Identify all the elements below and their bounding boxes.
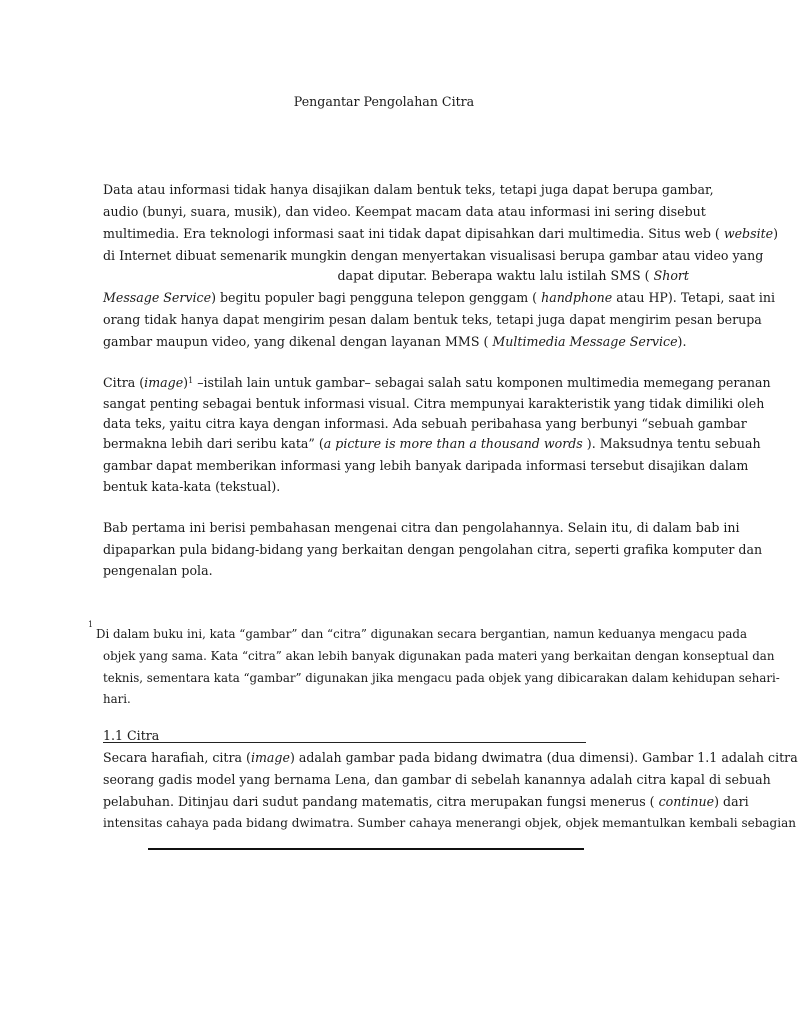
footnote-line: hari. — [103, 692, 131, 706]
paragraph-line: dapat diputar. Beberapa waktu lalu istilah SMS ( Short — [337, 268, 689, 283]
paragraph-line: Message Service) begitu populer bagi pengguna telepon genggam ( handphone atau HP). Tetapi, saat ini — [103, 290, 776, 305]
heading-rule — [103, 742, 586, 743]
page-title: Pengantar Pengolahan Citra — [293, 94, 475, 109]
footnote-line: teknis, sementara kata “gambar” digunakan jika mengacu pada objek yang dibicarakan dalam kehidupan sehari- — [103, 671, 780, 685]
footnote-line: objek yang sama. Kata “citra” akan lebih banyak digunakan pada materi yang berkaitan dengan konseptual dan — [103, 649, 775, 663]
paragraph-line: multimedia. Era teknologi informasi saat ini tidak dapat dipisahkan dari multimedia. Situs web ( website) — [103, 226, 779, 241]
section-heading: 1.1 Citra — [103, 728, 160, 743]
paragraph-line: data teks, yaitu citra kaya dengan informasi. Ada sebuah peribahasa yang berbunyi “sebuah gambar — [103, 416, 747, 431]
footnote-line: Di dalam buku ini, kata “gambar” dan “citra” digunakan secara bergantian, namun keduanya mengacu pada — [96, 627, 747, 641]
paragraph-line: sangat penting sebagai bentuk informasi visual. Citra mempunyai karakteristik yang tidak dimiliki oleh — [103, 396, 765, 411]
paragraph-line: bermakna lebih dari seribu kata” (a picture is more than a thousand words ). Maksudnya tentu sebuah — [103, 436, 761, 451]
paragraph-line: dipaparkan pula bidang-bidang yang berkaitan dengan pengolahan citra, seperti grafika komputer dan — [103, 542, 763, 557]
paragraph-line: bentuk kata-kata (tekstual). — [103, 479, 281, 494]
footnote-mark: 1 — [88, 620, 94, 629]
paragraph-line: pelabuhan. Ditinjau dari sudut pandang matematis, citra merupakan fungsi menerus ( continue) dari — [103, 794, 749, 809]
footnote-ref: 1 — [188, 376, 194, 385]
paragraph-line: audio (bunyi, suara, musik), dan video. Keempat macam data atau informasi ini sering disebut — [103, 204, 706, 219]
paragraph-line: di Internet dibuat semenarik mungkin dengan menyertakan visualisasi berupa gambar atau video yang — [103, 248, 764, 263]
paragraph-line: Bab pertama ini berisi pembahasan mengenai citra dan pengolahannya. Selain itu, di dalam bab ini — [103, 520, 740, 535]
paragraph-line: Citra (image)$^1$ –istilah lain untuk gambar– sebagai salah satu komponen multimedia memegang peranan — [103, 375, 771, 390]
paragraph-line: intensitas cahaya pada bidang dwimatra. Sumber cahaya menerangi objek, objek memantulkan kembali sebagian — [103, 816, 796, 830]
paragraph-line: pengenalan pola. — [103, 563, 213, 578]
paragraph-line: gambar dapat memberikan informasi yang lebih banyak daripada informasi tersebut disajikan dalam — [103, 458, 749, 473]
paragraph-line: Secara harafiah, citra (image) adalah gambar pada bidang dwimatra (dua dimensi). Gambar 1.1 adalah citra — [103, 750, 798, 765]
paragraph-line: orang tidak hanya dapat mengirim pesan dalam bentuk teks, tetapi juga dapat mengirim pesan berupa — [103, 312, 762, 327]
paragraph-line: Data atau informasi tidak hanya disajikan dalam bentuk teks, tetapi juga dapat berupa gambar, — [103, 182, 714, 197]
paragraph-line: gambar maupun video, yang dikenal dengan layanan MMS ( Multimedia Message Service). — [103, 334, 687, 349]
page-bottom-rule — [148, 848, 584, 850]
paragraph-line: seorang gadis model yang bernama Lena, dan gambar di sebelah kanannya adalah citra kapal di sebuah — [103, 772, 771, 787]
